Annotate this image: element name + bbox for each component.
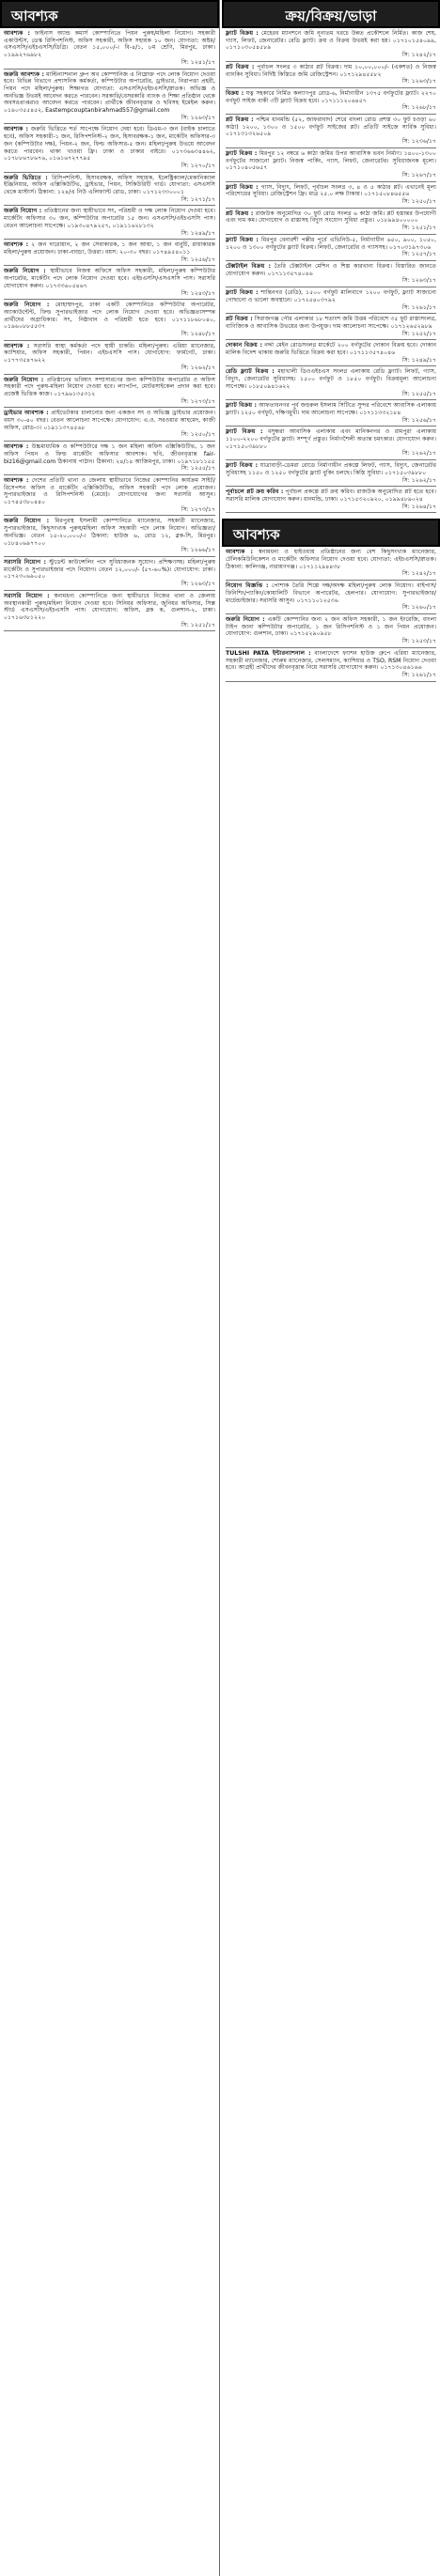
ad-divider	[4, 630, 215, 631]
ad-divider	[226, 647, 436, 648]
ad-heading: আবশ্যক :	[4, 126, 28, 133]
classified-ad	[226, 462, 436, 487]
ad-phone: ০১৭৭৩৫৪৭৬২২	[4, 357, 46, 365]
ad-reference: সি: ১২৪২/১৭	[401, 570, 436, 578]
ad-body: মহাখালী ডিওএইচএস সংলগ্ন এলাকায় রেডি ফ্ল্যাট। লিফট, গ্যাস, বিদ্যুৎ, জেনারেটর সুবিধাসহ। ১৫০০ বর্গফুট ও ১৮৫০ বর্গফুট। বিক্রয়মূল্য আলোচনা সাপেক্ষে।	[226, 368, 436, 390]
ad-heading: প্লট বিক্রয় :	[226, 63, 255, 70]
ad-heading: জরুরি নিয়োগ :	[4, 268, 46, 275]
right-ad-list	[222, 28, 440, 513]
ad-divider	[226, 234, 436, 235]
ad-divider	[226, 580, 436, 581]
classified-ad	[4, 268, 215, 300]
ad-phone: ০১৭১৫০৩৯৮৮০	[226, 442, 268, 450]
ad-divider	[4, 474, 215, 475]
ad-heading: বিক্রয় :	[226, 89, 244, 97]
ad-divider	[226, 181, 436, 182]
classified-ad	[226, 116, 436, 148]
ad-phone: ০১৭১৩০৪৬১৬৬	[380, 664, 422, 672]
ad-heading: ফ্ল্যাট বিক্রয় :	[226, 462, 259, 470]
ad-reference: সি: ১২৬০/১৭	[401, 604, 436, 612]
ad-phone: ০১৭১০১৫৪০৯৯, ০১৭১০৩০৫৪৫৮৯	[226, 37, 436, 52]
ad-divider	[4, 123, 215, 124]
ad-divider	[226, 114, 436, 115]
ad-heading: আবশ্যক :	[4, 241, 29, 249]
ad-heading: আবশ্যক :	[4, 342, 30, 349]
classified-ad	[4, 175, 215, 207]
classified-ad	[4, 593, 215, 632]
classified-ad	[4, 126, 215, 172]
ad-body: মিরপুর ১২ নম্বরে ৬ কাঠা জমির উপর আবাসিক ভবন নির্মাণ। ১৪০০-১৩০০ বর্গফুটের সাজানো ফ্ল্যাট। নিজস্ব পার্কিং, গ্যাস, লিফট, জেনারেটর। সুবিধাজনক মূল্যে।	[226, 149, 436, 164]
ad-divider	[226, 486, 436, 487]
classified-ad	[226, 30, 436, 62]
ad-phone: ০১৭১১৩৫৭৪০৪৬	[267, 270, 313, 277]
classified-ad	[4, 208, 215, 240]
ad-divider	[226, 681, 436, 682]
ad-heading: ফ্ল্যাট বিক্রয় :	[226, 289, 259, 297]
ad-phone: ০১৭২৩০৬৯০৫০	[4, 573, 46, 581]
left-ad-list	[0, 28, 219, 631]
ad-phone: ০১৭১৫৩২০৯২০, ০১৯৯৪৮৯০২৪	[339, 495, 423, 503]
section-banner-kroy-bikroy: ক্রয়/বিক্রয়/ভাড়া	[222, 0, 440, 28]
ad-divider	[226, 61, 436, 62]
ad-reference: সি: ১২৬৭/১৭	[401, 171, 436, 178]
ad-heading: ড্রাইভার আবশ্যক :	[4, 410, 49, 417]
section-banner-abosshok: আবশ্যক	[0, 0, 219, 28]
ad-body: শান্তিনগর (রেডি), ১৫০০ বর্গফুট মালিবাগে ১২০০ বর্গফুট, ফ্ল্যাট সাজানো গোছানো ও ভালো অবস্থানে।	[226, 289, 436, 303]
ad-heading: রেডি ফ্ল্যাট বিক্রয় :	[226, 368, 275, 376]
ad-phone: ০১৭৪৯৫৪০১১	[152, 248, 191, 256]
ad-body: আফতাবনগর পূর্ব জহুরুল ইসলাম সিটিতে সুন্দর পরিবেশে আবাসিক এলাকায় ফ্ল্যাট। ১২৫০ বর্গফুট, দক্ষিণমুখী। দাম আলোচনা সাপেক্ষে।	[226, 402, 436, 416]
ad-reference: সি: ১২৫০/১৭	[401, 198, 436, 206]
ad-heading: জরুরি নিয়োগ :	[226, 616, 265, 623]
ad-phone: ০১৭১২৬৫২৯৮৯	[390, 322, 432, 330]
classified-ad	[4, 518, 215, 557]
ad-body: প্রতিষ্ঠানের জন্য স্থায়ীভাবে সৎ, পরিশ্রমী ও দক্ষ লোক নিয়োগ দেওয়া হবে। মার্কেটিং অফিসার ৩০ জন, কম্পিউটার অপারেটর ১৫ জন। এসএসসি/এইচএসসি পাস। বেতন আলোচনা সাপেক্ষে।	[4, 208, 215, 229]
ad-divider	[226, 512, 436, 513]
ad-body: স্বনামধন্য কোম্পানিতে জন্য স্থায়ীভাবে নিজের থানা ও জেলায় অবস্থানকারী পুরুষ/মহিলা নিয়োগ দেওয়া হবে। সিনিয়র অফিসার, জুনিয়র অফিসার, সিক্স স্টার্ড এসএসসি/এইচএসসি পাস। যোগাযোগ: অফিস, ব্লক ক, গুলশান-২, ঢাকা।	[4, 592, 216, 614]
ad-reference: সি: ১২৫৩/১৭	[401, 638, 436, 645]
ad-divider	[226, 365, 436, 366]
ad-reference: সি: ১২৭০/১৭	[181, 162, 215, 169]
ad-divider	[4, 515, 215, 516]
ad-divider	[4, 69, 215, 70]
ad-divider	[226, 147, 436, 148]
ad-divider	[4, 172, 215, 173]
ad-phone: ০১৭৩৩৬০৫৪৬৭	[45, 282, 87, 289]
ad-body: জরুরি ভিত্তিতে শর্ত সাপেক্ষে নিয়োগ দেয়া হবে। ডিএম-৩ জন (বাইক চালাতে হবে), অফিস সহকারী-১ জন, রিসিপশনিস্ট-২ জন, হিসাবরক্ষক-১ জন, মার্কেটিং অফিসার-৩ জন (কম্পিউটার দক্ষ), পিয়ন-২ জন, ফিল্ড অফিসার-৫ জন। মহিলা/পুরুষ উভয়ে আবেদন করতে পারবেন। থাকা খাওয়া ফ্রি। ঢাকা ও ঢাকার বাইরে।	[4, 126, 215, 155]
ad-reference: সি: ১২৪৯/১৭	[401, 356, 436, 364]
ad-phone: ০১৭১২৯৪৫৫৮২	[339, 70, 382, 78]
ad-body: সিরাজগঞ্জ পৌর এলাকার ১৮ শতাংশ জমি উত্তম পরিবেশে ৩৫ ফুট রাস্তাসংলগ্ন, বাণিজ্যিক ও আবাসিক উভয়ের জন্য উপযুক্ত। দাম আলোচনা সাপেক্ষে।	[226, 316, 436, 330]
classified-ad	[226, 582, 436, 614]
ad-heading: দোকান বিক্রয় :	[226, 342, 262, 349]
ad-body: মিরপুর বেনারশী পল্লীর পূর্বে এভিনিউ-৫, নির্মাণাধীন ৬৫০, ৯০০, ১০৫০, ১২০০ ও ১৩০০ বর্গফুটের ফ্ল্যাট বিক্রয়। লিফট, জেনারেটর ও গ্যাসসহ।	[226, 236, 436, 251]
ad-reference: সি: ১২৬২/১৭	[401, 450, 436, 458]
ad-heading: আবশ্যক :	[4, 476, 29, 484]
ad-heading: প্লট বিক্রয় :	[226, 316, 253, 323]
ad-reference: সি: ১২৫৫/১৭	[181, 465, 215, 473]
ad-divider	[4, 265, 215, 266]
ad-phone: ০১৯৩০৪৭৯২৫৭, ০১৯১১৬২৮১৩২	[67, 222, 154, 229]
ad-phone: ০১৭৩৬৬৩৪৪৬২, ০১৭৮৮৬৭৮৬৭৬, ০১৬১৬৭২৭৭৯৫	[4, 147, 215, 163]
ad-reference: সি: ১২৬৩/১৭	[401, 78, 436, 85]
ad-reference: সি: ১২৩৬/১৭	[401, 138, 436, 146]
ad-body: রাজউক অনুমোদিত ৩০ ফুট রোড সংলগ্ন ৬ কাঠা জমি। প্লট হস্তান্তর উপযোগী এবং দাম কম। যোগাযোগ ও রাস্তাসহ বিদ্যুৎ সংযোগ সুবিধা প্রস্তুত।	[226, 209, 436, 225]
ad-reference: সি: ১২৫১/১৭	[401, 225, 436, 232]
ad-body: বাংলাদেশে ফ্যাশন হাউজ গ্রুপে এরিয়া ম্যানেজার, সহকারী ম্যানেজার, শোরুম ম্যানেজার, সেলসম্যান, ক্যাশিয়ার ও TSO, RSM নিয়োগ দেওয়া হবে। আগ্রহী প্রার্থীদের জীবনবৃত্তান্ত নিয়ে সরাসরি যোগাযোগ করুন।	[226, 649, 437, 672]
ad-body: মিরপুরস্থ ইসলামী কোম্পানিতে ম্যানেজার, সহকারী ম্যানেজার, সুপারভাইজার, কিছুসংখ্যক পুরুষ/মহিলা অফিস সহকারী পদে লোক নিয়োগ। অভিজ্ঞতা/অনভিজ্ঞ। বেতন ১৫-২০,০০০/-। ঠিকানা: হাউজ ৬, রোড ১২, ব্লক-সি, মিরপুর।	[4, 518, 215, 539]
ad-body: দেশের প্রতিটি থানা ও জেলায় স্থায়ীভাবে নিজের কোম্পানির কার্যক্রম সাইট/রিসেপশন অফিস ও মার্কেটিং এক্সিকিউটিভ, অফিস সহকারী পদে লোক প্রয়োজন। সুপারভাইজার ও রিসিপশনিস্ট (মেয়ে)। যোগাযোগের জন্য সরাসরি আসুন।	[4, 476, 215, 499]
ad-reference: সি: ১২৬১/১৭	[401, 671, 436, 678]
classified-ad	[226, 368, 436, 400]
ad-body: পোশাক তৈরি শিল্পে দক্ষ/অদক্ষ মহিলা/পুরুষ লোক নিয়োগ। বাইপাস/ফিনিশিং/প্যাকিং/কোয়ালিটি বিভাগে অপারেটর, হেলপার। যোগাযোগ: সুপারভাইজার/মার্চেন্ডাইজার। সরাসরি আসুন।	[226, 582, 437, 604]
ad-divider	[4, 374, 215, 375]
ad-body: পূর্বাচল সংলগ্ন ৩ কাঠার প্লট বিক্রয়। দাম ১০,০০,০০০/- (একশত) ও নিজস্ব ব্যাংকিং সুবিধা। নির্দিষ্ট কিস্তিতে জমি রেজিস্ট্রেশন।	[226, 63, 436, 78]
ad-body: মেহেরব ম্যানশনে জমি নূন্যতম খরচে উন্নত প্রকৌশলে নির্মিত। কাজ শেষ, গ্যাস, লিফট, জেনারেটর। রেডি ফ্ল্যাট। ক্রয় ও বিক্রয় উভয়ই করা হয়।	[226, 30, 436, 44]
classified-ad	[226, 289, 436, 314]
ad-body: পূর্বাচল প্রকল্পে প্লট ক্রয় করিব। রাজউক অনুমোদিত প্লট হতে হবে। সরাসরি মালিক যোগাযোগ করুন। ধানমন্ডি, ঢাকা।	[226, 489, 436, 503]
ad-reference: সি: ১২৬৬/১৭	[181, 547, 215, 554]
ad-reference: সি: ১২৫২/১৭	[401, 330, 436, 337]
classified-ad	[226, 549, 436, 581]
ad-heading: জরুরি আবশ্যক :	[4, 70, 44, 78]
ad-phone: ০১৭১৫০৩৯৮৮০	[385, 469, 427, 476]
classified-ad	[226, 237, 436, 261]
classified-ad	[4, 377, 215, 409]
ad-body: মোহাম্মদপুর, ঢাকা একটি কোম্পানিতে কম্পিউটার অপারেটর, অ্যাকাউন্টেন্ট, ফিল্ড সুপারভাইজার পদে লোক নিয়োগ দেওয়া হবে। অভিজ্ঞতাসম্পন্ন প্রার্থীদের অগ্রাধিকার। সৎ, নিষ্ঠাবান ও পরিশ্রমী হতে হবে।	[4, 302, 215, 323]
classified-ad	[4, 410, 215, 442]
ad-body: সরাসরি স্বাস্থ্য কর্মকর্তা পদে স্থায়ী চাকরি। মহিলা/পুরুষ। এরিয়া ম্যানেজার, ক্যাশিয়ার, অফিস সহকারী, পিয়ন। এইচএসসি পাস। যোগাযোগ: ফার্মগেট, ঢাকা।	[4, 342, 216, 357]
classified-ad	[4, 343, 215, 375]
ad-phone: ০১৭১২৩৩০০০১	[142, 189, 185, 196]
classified-ad	[226, 64, 436, 88]
ad-body: স্থায়ীভাবে নিজস্ব অফিসে অফিস সহকারী, মহিলা/পুরুষ কম্পিউটার অপারেটর, মার্কেটিং পদে লোক নিয়োগ দেওয়া হবে। এইচএসসি/এসএসসি পাস। সরাসরি যোগাযোগ করুন।	[4, 268, 216, 289]
ad-body: একটি কোম্পানির জন্য ২ জন অফিস সহকারী, ১ জন ইংরেজি, বাংলা টাইপ জানা কম্পিউটার অপারেটর, ১ জন রিসিপশনিস্ট ও ১ জন পিয়ন প্রয়োজন। যোগাযোগ: গুলশান, ঢাকা।	[226, 616, 436, 638]
ad-heading: টেক্সটাইল বিক্রয় :	[226, 262, 271, 270]
ad-divider	[226, 459, 436, 460]
ad-phone: ০১৭১০৪০৫৬৫৭	[226, 164, 268, 172]
ad-reference: সি: ১২৭৩/১৭	[181, 505, 215, 513]
ad-divider	[226, 399, 436, 400]
ad-reference: সি: ১২৪৮/১৭	[181, 331, 215, 338]
ad-phone: ০১৭১৫০৮৪৬৫৫৬	[364, 191, 410, 198]
classified-ad	[226, 184, 436, 209]
ad-phone: ০১৯৭১৮১১৫৫	[177, 458, 215, 465]
right-column	[222, 0, 440, 2576]
ad-heading: জরুরি ভিত্তিতে :	[4, 174, 48, 181]
ad-divider	[226, 260, 436, 261]
classified-ad	[4, 559, 215, 591]
ad-phone: ০১৭৯৬১৩৫৩১২	[54, 390, 96, 397]
ad-body: তৈরি টেক্সটাইল মেশিন ও শিল্প কারখানা বিক্রয়। বিস্তারিত জানতে যোগাযোগ করুন।	[226, 262, 436, 277]
classified-ad	[226, 90, 436, 115]
ad-reference: সি: ১২৫৬/১৭	[181, 256, 215, 263]
ad-phone: ০১৯৯২৭৬৯৮২	[4, 52, 42, 59]
ad-divider	[4, 340, 215, 341]
ad-heading: ফ্ল্যাট বিক্রয় :	[226, 30, 259, 37]
classified-ad	[226, 616, 436, 648]
ad-divider	[4, 299, 215, 300]
ad-reference: সি: ১২৬১/১৭	[401, 303, 436, 311]
ad-heading: জরুরি নিয়োগ :	[4, 518, 50, 525]
ad-divider	[226, 208, 436, 209]
ad-heading: জরুরি নিয়োগ :	[4, 208, 42, 215]
ad-divider	[4, 441, 215, 442]
classified-ad	[226, 650, 436, 682]
ad-divider	[4, 590, 215, 591]
ad-divider	[4, 205, 215, 206]
ad-body: রিসিপশনিস্ট, হিসাবরক্ষক, অফিস সহায়ক, ইলেক্ট্রিক্যাল/মেকানিক্যাল ইঞ্জিনিয়ার, অফিস এক্সিকিউটিভ, ড্রাইভার, পিয়ন, সিকিউরিটি গার্ড। যোগ্যতা: এসএসসি থেকে মাস্টার্স। ঠিকানা: ১২৪/এ নিউ এলিফ্যান্ট রোড, ঢাকা।	[4, 174, 215, 196]
ad-body: পশ্চিম ধানমন্ডি (৫২, জাফরাবাদ) শেরে বাংলা রোড প্রশস্ত ৩০ ফুট চওড়া ৬০ কাঠা) ১২০০, ১৩০০ ও ১৫০০ বর্গফুট সাইজের প্লট। প্রতিটি সাইজে সার্বিক সুবিধা।	[226, 116, 436, 131]
ad-phone: ০১৭২৫৪০৩৭৯২	[293, 296, 336, 303]
ad-heading: ফ্ল্যাট বিক্রয় :	[226, 183, 259, 191]
ad-reference: সি: ১২৭১/১৭	[181, 195, 215, 203]
ad-heading: সরাসরি নিয়োগ :	[4, 559, 46, 566]
classified-ad	[226, 489, 436, 513]
ad-divider	[4, 407, 215, 408]
ad-phone: ০১৭৪৫৩৮০৪৪০	[4, 499, 46, 506]
classified-ad	[226, 210, 436, 235]
ad-heading: ফ্ল্যাট বিক্রয় :	[226, 428, 263, 436]
ad-divider	[226, 426, 436, 427]
ad-reference: সি: ১২৪৯/১৭	[181, 229, 215, 237]
classified-ad	[4, 443, 215, 475]
ad-heading: ফ্ল্যাট বিক্রয় :	[226, 236, 259, 243]
ad-divider	[226, 613, 436, 614]
ad-heading: প্লট বিক্রয় :	[226, 116, 254, 124]
ad-reference: সি: ১২৪১/১৭	[181, 58, 215, 66]
ad-body: নর্দ্দা মেইন রোডসংলগ্ন মার্কেটে ২০০ বর্গফুটের দোকান বিক্রয় হবে। দোকান মালিক বিদেশ থাকায় জরুরি ভিত্তিতে বিক্রয় করা হবে।	[226, 342, 437, 357]
ad-phone: ০১৯০৩৫৫৪৫২, Eastempcouptanbirahmad557@gmail.com	[4, 107, 170, 115]
ad-body: প্রতিষ্ঠানের ভবিষ্যৎ সম্প্রসারণের জন্য কম্পিউটার অপারেটর ও অফিস সহকারী পদে পুরুষ-মহিলা নিয়োগ দেওয়া হবে। ল্যাপটপ, মোটরসাইকেল প্রদান করা হবে। প্রজেক্ট ভিত্তিক কাজ।	[4, 376, 215, 397]
ad-reference: সি: ১২৫৫/১৭	[401, 390, 436, 397]
section-banner-abosshok-2: আবশ্যক	[222, 519, 440, 547]
ad-heading: আবশ্যক :	[4, 443, 29, 451]
ad-body: স্বনামধন্য ও হাইওয়ায় প্রতিষ্ঠানের জন্য বেশ কিছুসংখ্যক ম্যানেজার, টেলিকমিউনিকেশন ও মার্কেটিং অফিসার নিয়োগ দেওয়া হবে। যোগ্যতা: এইচএসসি/স্নাতক। ঠিকানা: কালিগঞ্জ, নারায়ণগঞ্জ।	[226, 549, 436, 570]
ad-divider	[226, 313, 436, 314]
ad-phone: ০১৭১১১২০৬৪৫৭	[321, 97, 367, 104]
ad-phone: ০১৭১১৩৫৭৪০৪৬	[349, 349, 396, 357]
ad-phone: ০১৭১১০১২৫৩৬	[296, 597, 338, 604]
ad-phone: ০১৭১৬৩৮১২২০	[4, 613, 46, 621]
ad-divider	[226, 339, 436, 340]
classified-ad	[226, 342, 436, 366]
ad-reference: সি: ১২৬৮/১৭	[401, 104, 436, 112]
ad-divider	[4, 556, 215, 557]
ad-heading: আবশ্যক :	[226, 549, 253, 556]
ad-reference: সি: ১২৫০/১৭	[181, 431, 215, 439]
ad-body: গ্যাস, বিদ্যুৎ, লিফট, পূর্বাচল সংলগ্ন ৩, ৪ ও ৫ কাঠার প্লট। এখানেই মূল্য পরিশোধের সুবিধা। রেজিস্ট্রেশন ফ্রি। মাত্র ২৫.০ লক্ষ টাকায়।	[226, 183, 436, 198]
classified-ad	[226, 316, 436, 340]
ad-reference: সি: ১২৬২/১৭	[401, 476, 436, 484]
ad-body: বসুন্ধরা আবাসিক এলাকায় এবং মানিকনগর ও রামপুরা এলাকায় ১১০০-২২০০ বর্গফুটের ফ্ল্যাট। সম্পূর্ণ প্রস্তুত। নির্মাণশৈলী অত্যন্ত চমৎকার। যোগাযোগ করুন।	[226, 428, 437, 443]
ad-body: মাল্টিন্যাশনাল গ্রুপ অব কোম্পানিজ এ নিম্নোক্ত পদে লোক নিয়োগ দেওয়া হবে। বিভিন্ন বিভাগে প্রশাসনিক কর্মকর্তা, কম্পিউটার অপারেটর, ড্রাইভার, নিরাপত্তা প্রহরী, পিয়ন পদে মহিলা/পুরুষ। শিক্ষাগত যোগ্যতা: এসএসসি/এইচএসসি/স্নাতক। অভিজ্ঞ ও অনভিজ্ঞ উভয়ই আবেদন করতে পারবেন। সরকারি/বেসরকারি ব্যাংক ও শিক্ষা প্রতিষ্ঠান থেকে অবসরপ্রাপ্তরাও আবেদন করতে পারবেন। প্রার্থীকে জীবনবৃত্তান্ত ও ছবিসহ ইমেইল করুন।	[4, 70, 216, 107]
ad-heading: জরুরি নিয়োগ :	[4, 376, 44, 383]
ad-body: প্রাইভেটকার চালানোর জন্য একজন সৎ ও অভিজ্ঞ ড্রাইভার প্রয়োজন। বয়স ৩০-৪০ বছর। বেতন আলোচনা সাপেক্ষে। যোগাযোগ: এ.ও. সরওয়ার আহমেদ, কাজী অফিস, রোড-৩।	[4, 410, 216, 431]
ad-heading: ফ্ল্যাট বিক্রয় :	[226, 149, 258, 157]
ad-reference: সি: ১২৪২/১৭	[401, 52, 436, 59]
ad-phone: ০১৭১৫২৯০৯৫৮	[290, 630, 332, 638]
classified-ad	[4, 241, 215, 266]
ad-body: যাত্রাবাড়ী-ডেমরা রোডে নির্মাণাধীন প্রকল্পে লিফট, গ্যাস, বিদ্যুৎ, জেনারেটর সুবিধাসহ ১১৫০ ও ১২৫০ বর্গফুটের ফ্ল্যাট বুকিং চলছে। কিস্তি সুবিধা।	[226, 462, 436, 476]
ad-phone: ০১৭১১৮৬৮০৪০, ০১৯৬০৮৮৫৫৩৭	[4, 316, 215, 331]
ad-reference: সি: ১২৬৩/১৭	[401, 277, 436, 285]
classified-ad	[226, 402, 436, 427]
ad-heading: সরাসরি নিয়োগ :	[4, 592, 50, 599]
ad-heading: জরুরি নিয়োগ :	[4, 302, 50, 309]
ad-body: উচ্চমাধ্যমিক ও কম্পিউটারে দক্ষ ১ জন মহিলা অফিস এক্সিকিউটিভ, ১ জন অফিস পিয়ন ও ফিল্ড মার্কেটিং অফিসার আবশ্যক। ছবি, জীবনবৃত্তান্ত fair-biz16@gmail.com ঠিকানায় পাঠান। ঠিকানা: ২৪/১৪ আজিমপুর, ঢাকা।	[4, 443, 215, 465]
ad-reference: সি: ১২৫১/১৭	[181, 621, 215, 628]
ad-phone: ০১৯১১৩৭৪৫৬৮	[43, 424, 86, 431]
ad-reference: সি: ১২৬৩/১৭	[181, 581, 215, 588]
ad-divider	[226, 87, 436, 88]
ad-heading: পূর্বাচলে প্লট ক্রয় করিব :	[226, 489, 284, 496]
ad-reference: সি: ১২৬২/১৭	[181, 364, 215, 371]
ad-phone: ০১৭১৩১৩২৬৫০৯	[226, 131, 272, 138]
ad-phone: ০১৭১১৩৩২১৮৪	[359, 409, 401, 416]
ad-body: ফাইনাস অ্যান্ড কমার্স কোম্পানিতে পিয়ন পুরুষ/মহিলা নিয়োগ। সহকারী একাউন্টস, ডেস্ক রিসিপশনিস্ট, অফিস সহকারী, অফিস সহায়ক ১০ জন। যোগ্যতা: অষ্টম/এসএসসি/এইচএসসি/ডিগ্রি। বেতন ১৫,০০০/-। বি-৪/১, ৮ম শ্রেণি, মিরপুর, ঢাকা।	[4, 30, 215, 52]
ad-phone: ০১৭০৩১৯৭৩০৬	[389, 243, 432, 251]
classified-ad	[4, 302, 215, 341]
ad-reference: সি: ১২৫৬/১৭	[401, 416, 436, 424]
classified-ad	[4, 71, 215, 125]
ad-body: ২ জন দারোয়ান, ২ জন সেবাকারক, ১ জন আয়া, ১ জন বাবুর্চি, রায়াকারক মহিলা/পুরুষ প্রয়োজন। ঢাকা-বাড্ডা, উত্তরা। বয়স: ২০-৩০ বছর।	[4, 241, 216, 256]
ad-divider	[4, 239, 215, 240]
ad-phone: ০১৭১১২৯৪৪৩৮	[299, 563, 341, 570]
classified-ad	[226, 263, 436, 287]
ad-heading: ফ্ল্যাট বিক্রয় :	[226, 402, 257, 410]
ad-heading: নিয়োগ বিজ্ঞপ্তি :	[226, 582, 269, 590]
ad-reference: সি: ১২৫৭/১৭	[401, 251, 436, 258]
ad-phone: ০১৮৫০৯৪১৬২২	[248, 382, 291, 390]
ad-reference: সি: ১২৬৪/১৭	[401, 503, 436, 510]
ad-phone: ০১৮৪০৬৯৭৭০০	[4, 539, 46, 547]
ad-reference: সি: ১২৪৩/১৭	[181, 289, 215, 297]
ad-reference: সি: ১২৭৩/১৭	[181, 397, 215, 405]
ad-reference: সি: ১২৬৩/১৭	[181, 114, 215, 121]
ad-heading: TULSHI PATA ইন্টারন্যাশনাল :	[226, 649, 311, 657]
ad-phone: ০১৮৯৯৪০০০০০	[376, 217, 418, 225]
classified-ad	[226, 428, 436, 460]
ad-heading: প্লট বিক্রয় :	[226, 209, 254, 217]
classified-ad	[226, 150, 436, 182]
right-ad-list-2	[222, 547, 440, 681]
ad-body: যত্ন সহকারে নির্মিত কল্যাণপুর রোড-৬, নির্মাণাধীন ১৩৭৫ বর্গফুটের ফ্ল্যাট। ২২৭০ বর্গফুট সাইজ বাকী ৩টি ফ্ল্যাট বিক্রয় হবে।	[226, 89, 437, 104]
classified-ad	[4, 477, 215, 517]
classified-ad	[4, 30, 215, 70]
ad-body: স্টুডেন্ট কাউন্সেলিং পদে সুবিধাজনক সুযোগ। প্রশিক্ষণসহ। মহিলা/পুরুষ মার্কেটিং ও সুপারভাইজার পদে নিয়োগ। বেতন ১২,০০০/- (৫৭-৬০%)। যোগাযোগ: ঢাকা।	[4, 559, 215, 573]
ad-heading: আবশ্যক :	[4, 30, 31, 37]
